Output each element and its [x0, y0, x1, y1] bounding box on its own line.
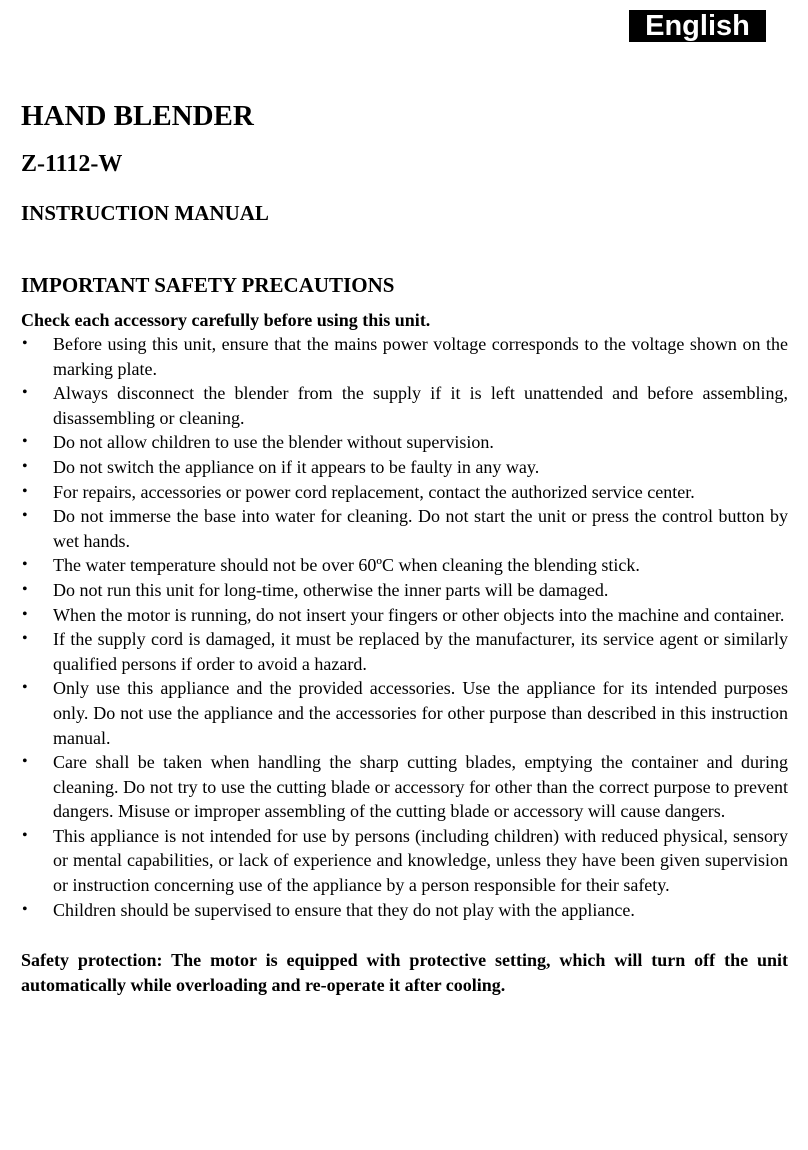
bullet-icon: •: [22, 753, 28, 771]
list-item: • Do not allow children to use the blender without supervision.: [21, 430, 788, 455]
bullet-icon: •: [22, 580, 28, 598]
bullet-icon: •: [22, 556, 28, 574]
bullet-icon: •: [22, 900, 28, 918]
section-title: IMPORTANT SAFETY PRECAUTIONS: [21, 273, 395, 297]
list-item: • Do not immerse the base into water for cleaning. Do not start the unit or press the control button by wet hands.: [22, 506, 788, 551]
list-item: • For repairs, accessories or power cord replacement, contact the authorized service center.: [21, 480, 788, 505]
list-item: • Do not run this unit for long-time, otherwise the inner parts will be damaged.: [21, 578, 788, 603]
list-item: • Do not switch the appliance on if it appears to be faulty in any way.: [21, 455, 788, 480]
check-note: Check each accessory carefully before using this unit.: [21, 310, 431, 330]
list-item: • Care shall be taken when handling the sharp cutting blades, emptying the container and during cleaning. Do not try to use the cutting blade or accessory for other than the correct purpose to prevent dangers. Misuse or improper assembling of the cutting blade or accessory will cause dangers.: [22, 752, 788, 822]
language-badge: English: [629, 10, 766, 42]
bullet-icon: •: [22, 384, 28, 402]
bullet-icon: •: [22, 507, 28, 525]
list-item: • When the motor is running, do not insert your fingers or other objects into the machine and container.: [21, 603, 788, 628]
list-item: • This appliance is not intended for use by persons (including children) with reduced physical, sensory or mental capabilities, or lack of experience and knowledge, unless they have been given supervision or instruction concerning use of the appliance by a person responsible for their safety.: [22, 825, 788, 896]
list-item: • The water temperature should not be over 60ºC when cleaning the blending stick.: [21, 553, 788, 578]
bullet-icon: •: [22, 482, 28, 500]
list-item: • Children should be supervised to ensure that they do not play with the appliance.: [21, 898, 788, 923]
document-title: HAND BLENDER: [21, 100, 254, 132]
list-item: • Before using this unit, ensure that the mains power voltage corresponds to the voltage shown on the marking plate.: [22, 334, 788, 379]
bullet-icon: •: [22, 433, 28, 451]
list-item: • Only use this appliance and the provided accessories. Use the appliance for its intended purposes only. Do not use the appliance and the accessories for other purpose than described in this instruction manual.: [22, 678, 788, 748]
bullet-icon: •: [22, 457, 28, 475]
bullet-icon: •: [22, 605, 28, 623]
bullet-icon: •: [22, 826, 28, 844]
model-number: Z-1112-W: [21, 151, 123, 177]
bullet-icon: •: [22, 335, 28, 352]
bullet-icon: •: [22, 630, 28, 648]
list-item: • If the supply cord is damaged, it must be replaced by the manufacturer, its service agent or similarly qualified persons if order to avoid a hazard.: [22, 629, 788, 674]
bullet-icon: •: [22, 679, 28, 697]
safety-protection-note: Safety protection: The motor is equipped with protective setting, which will turn off the unit automatically while overloading and re-operate it after cooling.: [21, 950, 788, 996]
document-body: [21, 96, 788, 998]
precautions-list: [21, 332, 788, 922]
list-item: • Always disconnect the blender from the supply if it is left unattended and before assembling, disassembling or cleaning.: [22, 383, 788, 428]
manual-label: INSTRUCTION MANUAL: [21, 201, 269, 225]
